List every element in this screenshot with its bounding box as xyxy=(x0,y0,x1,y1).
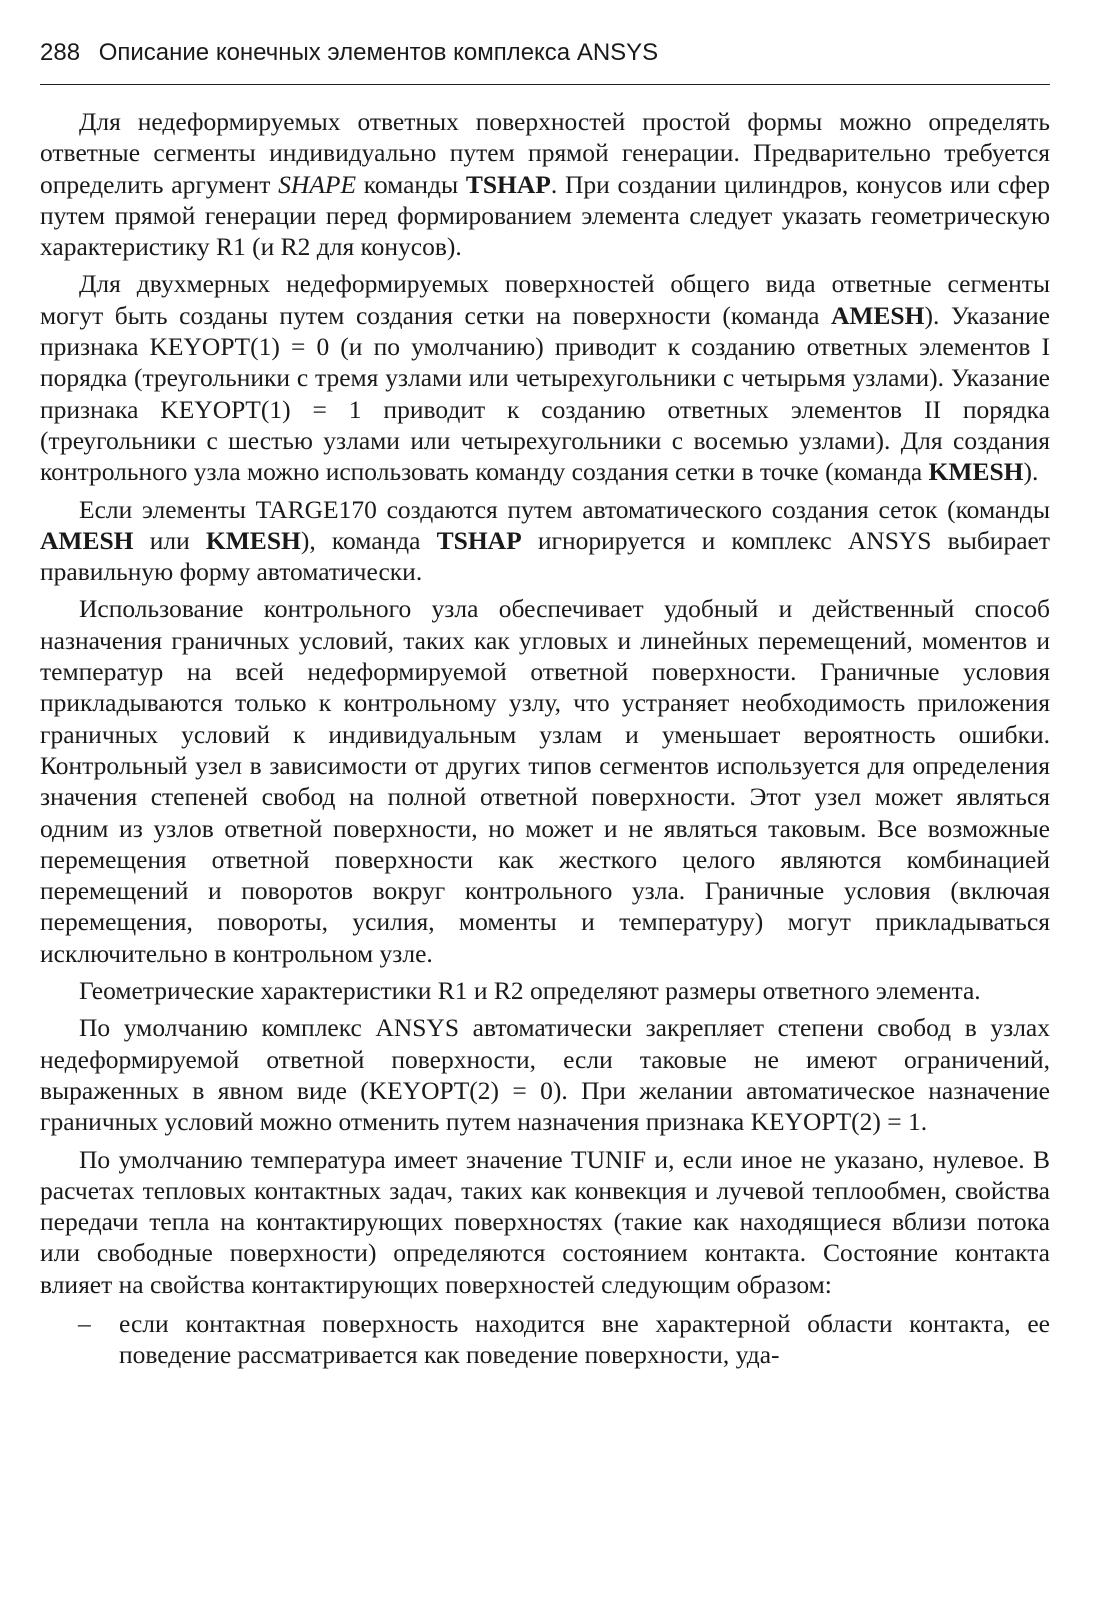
command-name: KMESH xyxy=(205,525,301,555)
paragraph-3 xyxy=(40,494,1050,588)
paragraph-text: или xyxy=(133,525,206,555)
command-name: TSHAP xyxy=(436,525,522,555)
paragraph-4: Использование контрольного узла обеспечивает удобный и действенный способ назначения граничных условий, таких как угловых и линейных перемещений, моментов и температур на всей недеформируемой ответной поверхности. Граничные условия прикладываются только к контрольному узлу, что устраняет необходимость приложения граничных условий к индивидуальным узлам и уменьшает вероятность ошибки. Контрольный узел в зависимости от других типов сегментов используется для определения значения степеней свобод на полной ответной поверхности. Этот узел может являться одним из узлов ответной поверхности, но может и не являться таковым. Все возможные перемещения ответной поверхности как жесткого целого являются комбинацией перемещений и поворотов вокруг контрольного узла. Граничные условия (включая перемещения, повороты, усилия, моменты и температуру) могут прикладываться исключительно в контрольном узле. xyxy=(40,594,1050,968)
paragraph-text: игнорируется и комплекс ANSYS выбирает правильную форму автоматически. xyxy=(40,525,1050,587)
argument-name: SHAPE xyxy=(278,169,357,199)
paragraph-1 xyxy=(40,106,1050,262)
page-header xyxy=(40,38,1050,85)
list-item-text: если контактная поверхность находится вне характерной области контакта, ее поведение рассматривается как поведение поверхности, уда- xyxy=(119,1308,1050,1370)
list-item xyxy=(40,1308,1050,1371)
command-name: AMESH xyxy=(40,525,134,555)
command-name: TSHAP xyxy=(465,169,551,199)
paragraph-text: ). xyxy=(1023,457,1039,487)
paragraph-text: команды xyxy=(356,169,466,199)
paragraph-text: ). Указание признака KEYOPT(1) = 0 (и по умолчанию) приводит к созданию ответных элементов I порядка (треугольники с тремя узлами или четырехугольники с четырьмя узлами). Указание признака KEYOPT(1) = 1 приводит к созданию ответных элементов II порядка (треугольники с шестью узлами или четырехугольники с восемью узлами). Для создания контрольного узла можно использовать команду создания сетки в точке (команда xyxy=(40,300,1050,487)
paragraph-text: . При создании цилиндров, конусов или сфер путем прямой генерации перед формированием элемента следует указать геометрическую характеристику R1 (и R2 для конусов). xyxy=(40,169,1050,262)
command-name: AMESH xyxy=(830,300,925,330)
paragraph-text: Если элементы TARGE170 создаются путем автоматического создания сеток (команды xyxy=(79,494,1050,524)
paragraph-text: ), команда xyxy=(300,525,437,555)
paragraph-7: По умолчанию температура имеет значение TUNIF и, если иное не указано, нулевое. В расчетах тепловых контактных задач, таких как конвекция и лучевой теплообмен, свойства передачи тепла на контактирующих поверхностях (такие как находящиеся вблизи потока или свободные поверхности) определяются состоянием контакта. Состояние контакта влияет на свойства контактирующих поверхностей следующим образом: xyxy=(40,1144,1050,1299)
paragraph-2 xyxy=(40,268,1050,487)
command-name: KMESH xyxy=(928,457,1024,487)
page-number: 288 xyxy=(40,39,81,66)
paragraph-6: По умолчанию комплекс ANSYS автоматически закрепляет степени свобод в узлах недеформируемой ответной поверхности, если таковые не имеют ограничений, выраженных в явном виде (KEYOPT(2) = 0). При желании автоматическое назначение граничных условий можно отменить путем назначения признака KEYOPT(2) = 1. xyxy=(40,1013,1050,1137)
paragraph-text: Для двухмерных недеформируемых поверхностей общего вида ответные сегменты могут быть созданы путем создания сетки на поверхности (команда xyxy=(40,269,1050,330)
paragraph-5: Геометрические характеристики R1 и R2 определяют размеры ответного элемента. xyxy=(79,976,981,1006)
list-marker: – xyxy=(78,1308,91,1338)
running-title: Описание конечных элементов комплекса ANSYS xyxy=(98,39,659,66)
body-text xyxy=(40,106,1050,1371)
paragraph-text: Для недеформируемых ответных поверхностей простой формы можно определять ответные сегменты индивидуально путем прямой генерации. Предварительно требуется определить аргумент xyxy=(40,107,1050,199)
